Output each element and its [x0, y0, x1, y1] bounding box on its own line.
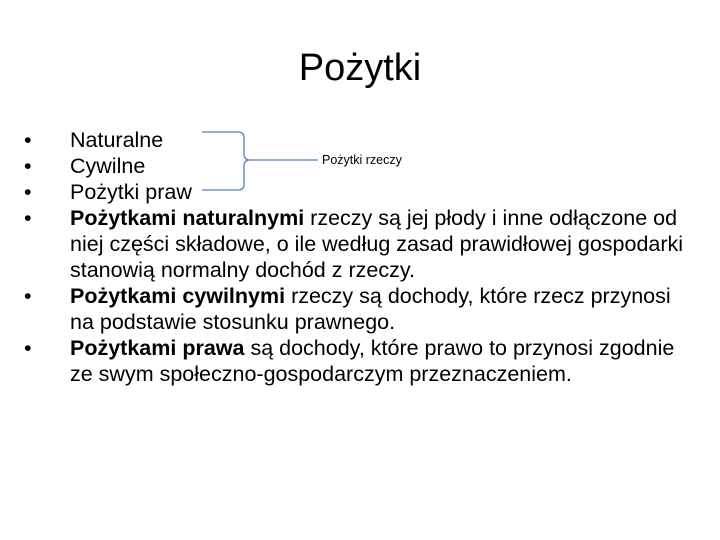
- bullet-text: Naturalne: [70, 128, 164, 152]
- brace-connector: [200, 130, 320, 192]
- bullet-dot: •: [24, 336, 32, 360]
- bullet-bold-term: Pożytkami cywilnymi: [70, 284, 286, 308]
- brace-path: [202, 132, 318, 190]
- bullet-dot: •: [24, 128, 32, 152]
- bullet-bold-term: Pożytkami naturalnymi: [70, 206, 305, 230]
- bullet-dot: •: [24, 284, 32, 308]
- brace-label: Pożytki rzeczy: [322, 153, 402, 167]
- bullet-item-definition-cywilne: [24, 283, 684, 335]
- slide-title: Pożytki: [298, 47, 422, 89]
- bullet-text: są dochody, które prawo to przynosi zgodnie ze swym społeczno-gospodarczym przeznaczeniem.: [70, 336, 675, 386]
- bullet-text: Cywilne: [70, 154, 146, 178]
- bullet-dot: •: [24, 206, 32, 230]
- bullet-text: rzeczy są dochody, które rzecz przynosi na podstawie stosunku prawnego.: [70, 284, 671, 334]
- bullet-item-naturalne: [24, 127, 684, 153]
- bullet-text: rzeczy są jej płody i inne odłączone od niej części składowe, o ile według zasad prawidłowej gospodarki stanowią normalny dochód z rzeczy.: [70, 206, 684, 282]
- bullet-item-definition-naturalne: [24, 205, 684, 283]
- bullet-dot: •: [24, 154, 32, 178]
- bullet-dot: •: [24, 180, 32, 204]
- bullet-item-pozytki-praw: [24, 179, 684, 205]
- bullet-item-definition-prawa: [24, 335, 684, 387]
- bullet-text: Pożytki praw: [70, 180, 192, 204]
- bullet-bold-term: Pożytkami prawa: [70, 336, 245, 360]
